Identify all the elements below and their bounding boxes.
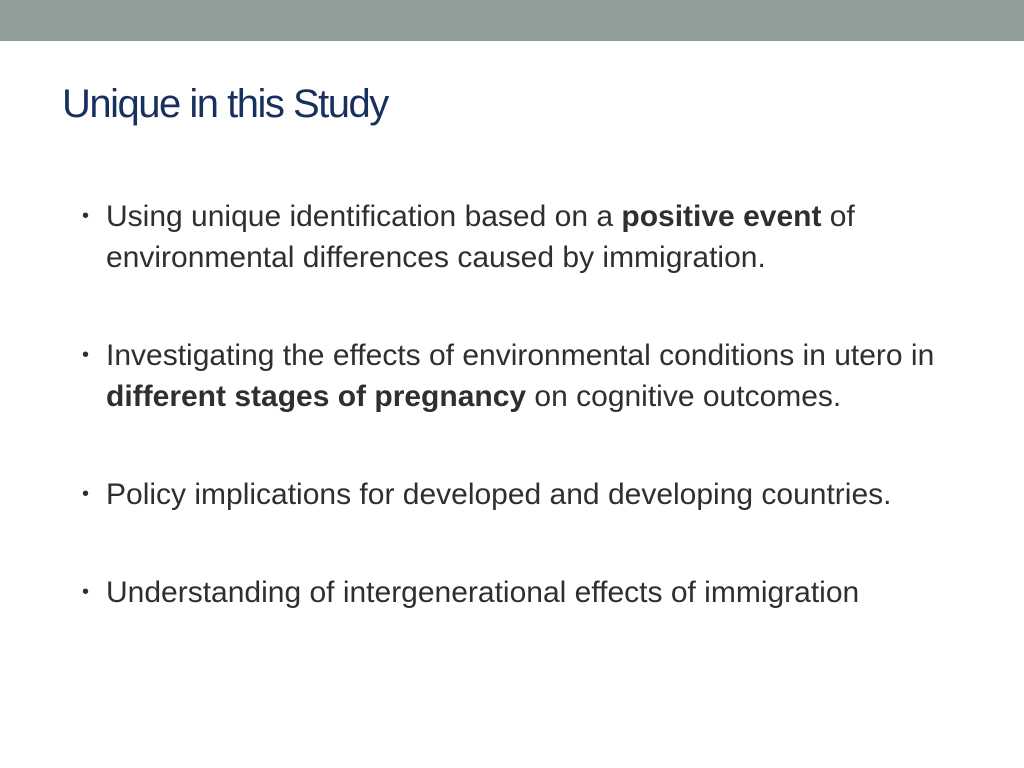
- top-accent-band: [0, 0, 1024, 41]
- bullet-text: Policy implications for developed and developing countries.: [106, 478, 892, 511]
- bullet-text: Understanding of intergenerational effects of immigration: [106, 576, 860, 609]
- bullet-item-policy-implications: [82, 474, 982, 515]
- bullet-text-end: of environmental differences caused by immigration.: [106, 200, 855, 274]
- bullet-emphasis: positive event: [621, 200, 822, 233]
- bullet-dot-icon: •: [82, 344, 90, 366]
- bullet-text-start: Investigating the effects of environmental conditions in utero in: [106, 339, 935, 372]
- bullet-item-positive-event: [82, 196, 982, 278]
- bullet-text-start: Using unique identification based on a: [106, 200, 622, 233]
- bullet-item-pregnancy-stages: [82, 335, 982, 417]
- bullet-item-intergenerational-effects: [82, 572, 982, 613]
- bullet-list: [82, 196, 982, 613]
- bullet-dot-icon: •: [82, 581, 90, 603]
- slide-title: Unique in this Study: [62, 82, 388, 126]
- bullet-text-end: on cognitive outcomes.: [526, 380, 842, 413]
- bullet-emphasis: different stages of pregnancy: [106, 380, 527, 413]
- bullet-dot-icon: •: [82, 483, 90, 505]
- bullet-dot-icon: •: [82, 205, 90, 227]
